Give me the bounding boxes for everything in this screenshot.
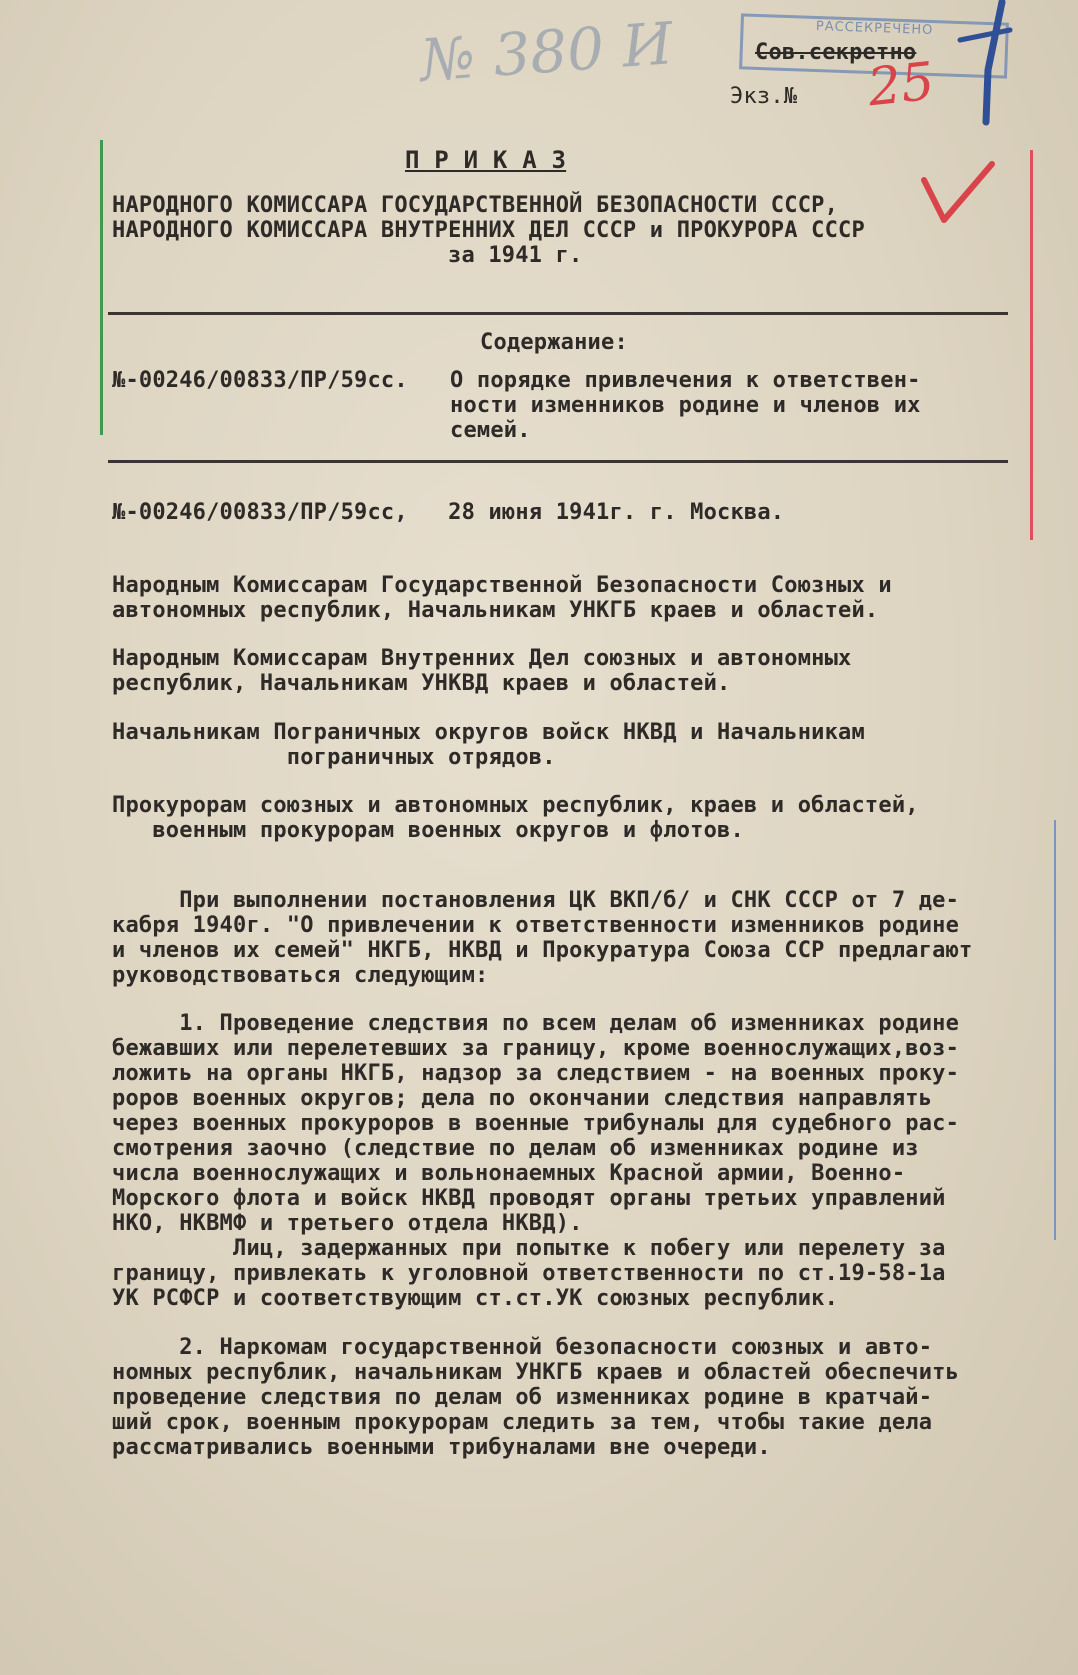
point2-line-5: рассматривались военными трибуналами вне очереди. [112,1435,771,1460]
addressee-3-line-2: пограничных отрядов. [112,745,556,770]
stamp-text: РАССЕКРЕЧЕНО [815,18,934,39]
body-intro-line-4: руководствоваться следующим: [112,963,489,988]
blue-margin-line [1054,820,1056,1240]
addressee-3-line-1: Начальникам Пограничных округов войск НКВД и Начальникам [112,720,865,745]
point2-line-3: проведение следствия по делам об изменниках родине в кратчай- [112,1385,933,1410]
issuer-line-2: НАРОДНОГО КОМИССАРА ВНУТРЕННИХ ДЕЛ СССР и ПРОКУРОРА СССР [112,218,865,243]
contents-entry-line-3: семей. [450,418,531,443]
issuer-line-3: за 1941 г. [448,243,583,268]
body-intro-line-1: При выполнении постановления ЦК ВКП/б/ и СНК СССР от 7 де- [112,888,960,913]
red-check-mark-icon [918,160,998,230]
order-title: П Р И К А З [405,146,567,174]
divider-bottom [108,460,1008,463]
addressee-1-line-2: автономных республик, Начальникам УНКГБ краев и областей. [112,598,879,623]
addressee-4-line-2: военным прокурорам военных округов и флотов. [112,818,744,843]
point1-line-2: бежавших или перелетевших за границу, кроме военнослужащих,воз- [112,1036,960,1061]
classification-mark: Сов.секретно [755,40,917,65]
addressee-2-line-2: республик, Начальникам УНКВД краев и областей. [112,671,731,696]
handwritten-copy-number: 25 [865,51,938,119]
addressee-2-line-1: Народным Комиссарам Внутренних Дел союзных и автономных [112,646,852,671]
point2-line-4: ший срок, военным прокурорам следить за тем, чтобы такие дела [112,1410,933,1435]
body-intro-line-2: кабря 1940г. "О привлечении к ответственности изменников родине [112,913,960,938]
point1-line-8: Морского флота и войск НКВД проводят органы третьих управлений [112,1186,946,1211]
green-margin-line [100,140,103,435]
point1-line-5: через военных прокуроров в военные трибуналы для судебного рас- [112,1111,960,1136]
point1-line-6: смотрения заочно (следствие по делам об изменниках родине из [112,1136,919,1161]
handwritten-registry-number: № 380 И [417,9,676,95]
contents-entry-line-2: ности изменников родине и членов их [450,393,921,418]
order-number-date-place: №-00246/00833/ПР/59сс, 28 июня 1941г. г. Москва. [112,500,785,525]
divider-top [108,312,1008,315]
point2-line-2: номных республик, начальникам УНКГБ краев и областей обеспечить [112,1360,960,1385]
point1-line-9: НКО, НКВМФ и третьего отдела НКВД). [112,1211,583,1236]
point1-line-1: 1. Проведение следствия по всем делам об изменниках родине [112,1011,960,1036]
point1-line-7: числа военнослужащих и вольнонаемных Красной армии, Военно- [112,1161,906,1186]
point1-line-11: границу, привлекать к уголовной ответственности по ст.19-58-1а [112,1261,946,1286]
point2-line-1: 2. Наркомам государственной безопасности союзных и авто- [112,1335,933,1360]
addressee-1-line-1: Народным Комиссарам Государственной Безопасности Союзных и [112,573,892,598]
point1-line-10: Лиц, задержанных при попытке к побегу или перелету за [112,1236,946,1261]
contents-heading: Содержание: [480,330,628,355]
point1-line-3: ложить на органы НКГБ, надзор за следствием - на военных проку- [112,1061,960,1086]
red-margin-line [1030,150,1033,540]
issuer-line-1: НАРОДНОГО КОМИССАРА ГОСУДАРСТВЕННОЙ БЕЗОПАСНОСТИ СССР, [112,193,839,218]
addressee-4-line-1: Прокурорам союзных и автономных республик, краев и областей, [112,793,919,818]
contents-entry-number: №-00246/00833/ПР/59сс. [112,368,408,393]
blue-pencil-mark-icon [950,0,1030,130]
point1-line-4: роров военных округов; дела по окончании следствия направлять [112,1086,933,1111]
body-intro-line-3: и членов их семей" НКГБ, НКВД и Прокуратура Союза ССР предлагают [112,938,973,963]
copy-number-label: Экз.№ [730,84,798,109]
point1-line-12: УК РСФСР и соответствующим ст.ст.УК союзных республик. [112,1286,839,1311]
contents-entry-line-1: О порядке привлечения к ответствен- [450,368,921,393]
